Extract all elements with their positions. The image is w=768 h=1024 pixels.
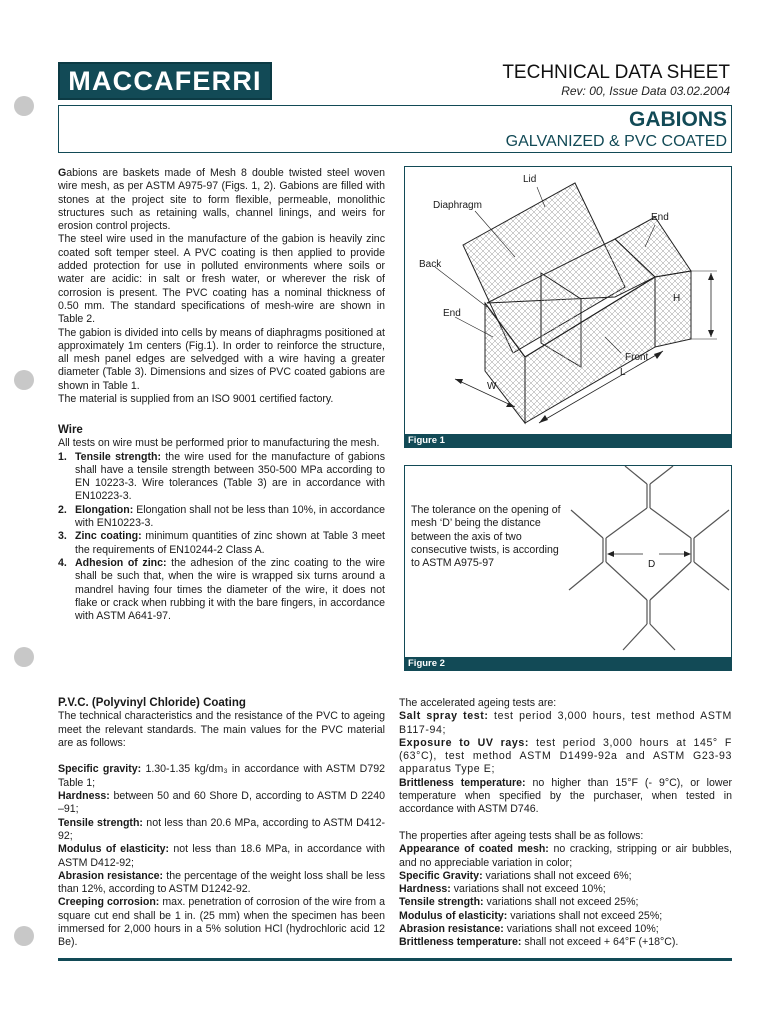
label-diaphragm: Diaphragm — [433, 200, 482, 211]
product-title-box — [58, 105, 732, 153]
figure-1-caption: Figure 1 — [405, 434, 731, 447]
figure-2 — [404, 465, 732, 671]
after-ageing-property: Modulus of elasticity: variations shall not exceed 25%; — [399, 909, 663, 922]
pvc-property: Abrasion resistance: the percentage of the weight loss shall be less than 12%, according to ASTM D1242-92. — [58, 869, 385, 896]
binder-hole — [14, 96, 34, 116]
pvc-property: Tensile strength: not less than 20.6 MPa, according to ASTM D412-92; — [58, 816, 385, 842]
after-ageing-property: Tensile strength: variations shall not exceed 25%; — [399, 896, 639, 909]
list-item: 4. Adhesion of zinc: the adhesion of the zinc coating to the wire shall be such that, when the wire is wrapped six turns around a mandrel having four times the diameter of the wire, it does not flake or crack when rubbing it with the bare fingers, in accordance with ASTM A641-97. — [58, 556, 385, 623]
label-height: H — [673, 293, 681, 304]
pvc-property: Creeping corrosion: max. penetration of corrosion of the wire from a square cut end shall be 1 in. (25 mm) when the specimen has been immersed for 2,000 hours in a 5% solution HCl (hydrochloric acid 12 Be). — [58, 896, 385, 949]
wire-heading: Wire — [58, 424, 83, 436]
revision-line: Rev: 00, Issue Data 03.02.2004 — [561, 84, 730, 98]
after-ageing-property: Appearance of coated mesh: no cracking, stripping or air bubbles, and no appreciable variation in color; — [399, 843, 732, 869]
label-back: Back — [419, 259, 442, 270]
pvc-heading: P.V.C. (Polyvinyl Chloride) Coating — [58, 697, 246, 709]
ageing-test: Brittleness temperature: no higher than 15°F (- 9°C), or lower temperature when specified by the purchaser, when tested in accordance with ASTM D746. — [399, 776, 732, 816]
pvc-property: Modulus of elasticity: not less than 18.6 MPa, in accordance with ASTM D412-92; — [58, 843, 385, 869]
label-end-left: End — [443, 308, 461, 319]
wire-list — [58, 451, 385, 624]
label-d: D — [648, 559, 656, 570]
pvc-property: Specific gravity: 1.30-1.35 kg/dm₃ in accordance with ASTM D792 Table 1; — [58, 763, 385, 789]
product-title: GABIONS — [628, 108, 727, 131]
after-ageing-intro: The properties after ageing tests shall be as follows: — [399, 829, 644, 842]
pvc-section — [58, 697, 385, 950]
figure-1 — [404, 166, 732, 448]
list-item: 2. Elongation: Elongation shall not be less than 10%, in accordance with EN10223-3. — [58, 503, 385, 530]
wire-section — [58, 424, 385, 623]
after-ageing-property: Brittleness temperature: shall not exceed + 64°F (+18°C). — [399, 936, 679, 949]
company-logo — [58, 62, 272, 100]
footer-rule — [58, 958, 732, 961]
intro-paragraph: The steel wire used in the manufacture of the gabion is heavily zinc coated soft temper steel. A PVC coating is then applied to provide added protection for use in polluted environments where soils or water are acidic: in salt or fresh water, or wherever the risk of corrosion is present. The PVC coating has a nominal thickness of 0.50 mm. The standard specifications of mesh-wire are shown in Table 2. — [58, 233, 385, 326]
pvc-intro: The technical characteristics and the resistance of the PVC to ageing meet the relevant standards. The main values for the PVC material are as follows: — [58, 710, 385, 749]
ageing-section — [399, 697, 732, 950]
label-lid: Lid — [523, 174, 537, 185]
intro-paragraph: Gabions are baskets made of Mesh 8 double twisted steel woven wire mesh, as per ASTM A975-97 (Figs. 1, 2). Gabions are filled with stones at the project site to form flexible, permeable, monolithic structures such as retaining walls, channel linings, and weirs for erosion control projects. — [58, 167, 385, 233]
mesh-opening-diagram — [563, 466, 731, 656]
binder-hole — [14, 926, 34, 946]
list-item: 3. Zinc coating: minimum quantities of zinc shown at Table 3 meet the requirements of EN10244-2 Class A. — [58, 530, 386, 556]
list-item: 1. Tensile strength: the wire used for the manufacture of gabions shall have a tensile strength between 350-500 MPa according to EN 10223-3. Wire tolerances (Table 3) are in accordance with EN10223-3. — [58, 450, 385, 503]
label-end-top: End — [651, 212, 669, 223]
wire-intro: All tests on wire must be performed prior to manufacturing the mesh. — [58, 437, 380, 450]
figure-2-description: The tolerance on the opening of mesh ‘D’ being the distance between the axis of two consecutive twists, is according to ASTM A975-97 — [411, 504, 561, 570]
end-panel-right — [655, 271, 691, 347]
intro-paragraph: The material is supplied from an ISO 9001 certified factory. — [58, 393, 334, 406]
intro-section — [58, 167, 385, 406]
pvc-property: Hardness: between 50 and 60 Shore D, according to ASTM D 2240 –91; — [58, 790, 385, 816]
label-length: L — [620, 367, 626, 378]
drop-initial: G — [58, 167, 67, 179]
ageing-intro: The accelerated ageing tests are: — [399, 697, 557, 709]
after-ageing-property: Abrasion resistance: variations shall not exceed 10%; — [399, 923, 659, 936]
logo-text: MACCAFERRI — [68, 66, 262, 96]
after-ageing-property: Hardness: variations shall not exceed 10%; — [399, 883, 606, 896]
document-title: TECHNICAL DATA SHEET — [502, 62, 730, 83]
binder-hole — [14, 370, 34, 390]
label-width: W — [487, 381, 497, 392]
binder-hole — [14, 647, 34, 667]
label-front: Front — [625, 352, 649, 363]
intro-paragraph: The gabion is divided into cells by means of diaphragms positioned at approximately 1m centers (Fig.1). In order to reinforce the structure, all mesh panel edges are selvedged with a wire having a greater diameter (Table 3). Dimensions and sizes of PVC coated gabions are shown in Table 1. — [58, 326, 385, 392]
ageing-test: Exposure to UV rays: test period 3,000 hours at 145° F (63°C), test method ASTM D1499-92a and ASTM G23-93 apparatus Type E; — [399, 736, 732, 776]
product-subtitle: GALVANIZED & PVC COATED — [505, 133, 727, 150]
figure-2-caption: Figure 2 — [405, 657, 731, 670]
after-ageing-property: Specific Gravity: variations shall not exceed 6%; — [399, 869, 632, 882]
ageing-test: Salt spray test: test period 3,000 hours, test method ASTM B117-94; — [399, 710, 732, 736]
